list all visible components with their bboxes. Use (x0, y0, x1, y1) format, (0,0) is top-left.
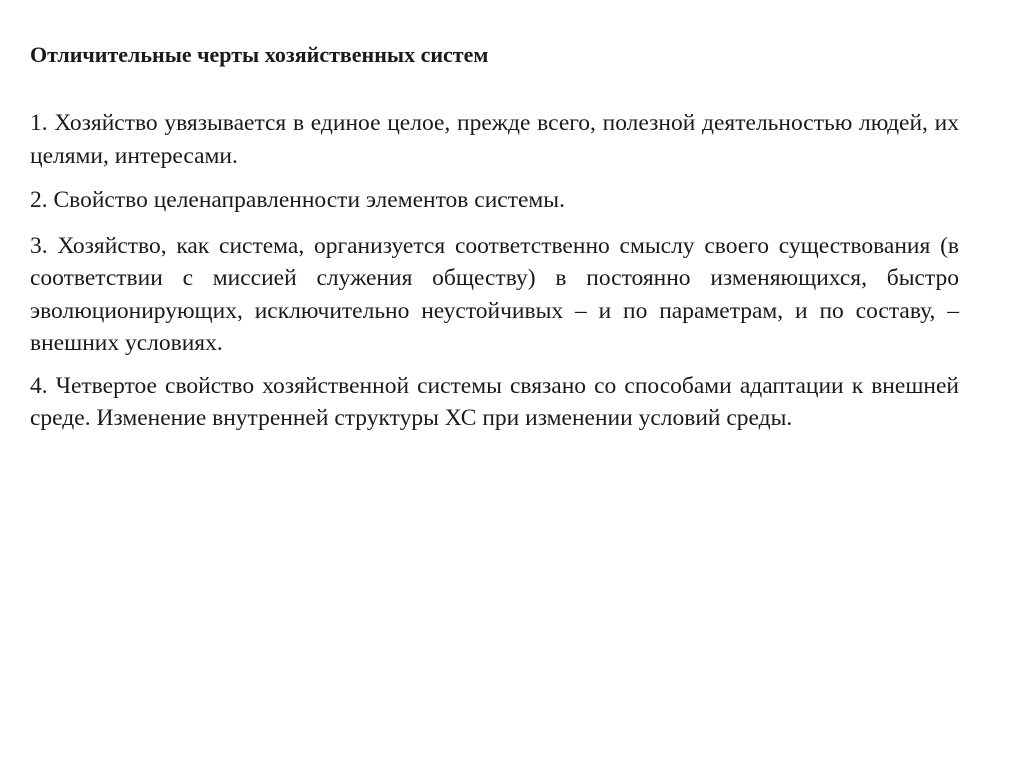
slide-content (30, 40, 959, 445)
slide-title: Отличительные черты хозяйственных систем (30, 42, 489, 67)
paragraph-2: 2. Свойство целенаправленности элементов системы. (30, 187, 565, 213)
paragraph-4: 4. Четвертое свойство хозяйственной системы связано со способами адаптации к внешней среде. Изменение внутренней структуры ХС при изменении условий среды. (30, 372, 959, 431)
paragraph-1: 1. Хозяйство увязывается в единое целое, прежде всего, полезной деятельностью людей, их целями, интересами. (30, 110, 959, 169)
paragraph-3: 3. Хозяйство, как система, организуется соответственно смыслу своего существования (в соответствии с миссией служения обществу) в постоянно изменяющихся, быстро эволюционирующих, исключительно неустойчивых – и по параметрам, и по составу, – внешних условиях. (30, 232, 959, 356)
